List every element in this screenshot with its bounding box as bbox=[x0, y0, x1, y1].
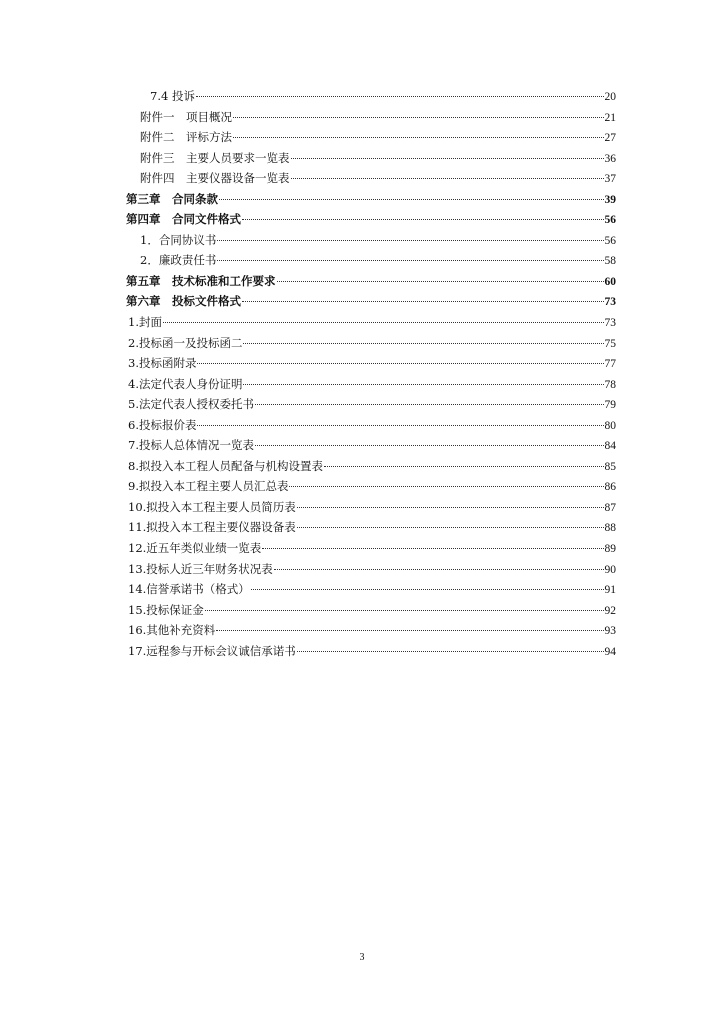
toc-entry-page: 60 bbox=[604, 275, 616, 288]
toc-entry-title: 12.近五年类似业绩一览表 bbox=[128, 541, 262, 556]
table-of-contents bbox=[126, 86, 616, 661]
toc-entry bbox=[126, 250, 616, 271]
toc-entry bbox=[126, 230, 616, 251]
toc-entry bbox=[126, 415, 616, 436]
toc-entry bbox=[126, 107, 616, 128]
toc-entry-title: 附件四 主要仪器设备一览表 bbox=[140, 171, 290, 186]
toc-entry bbox=[126, 600, 616, 621]
toc-entry-title: 10.拟投入本工程主要人员简历表 bbox=[128, 499, 296, 514]
toc-entry-page: 75 bbox=[604, 337, 616, 350]
toc-dot-leader bbox=[216, 630, 603, 631]
toc-dot-leader bbox=[197, 425, 603, 426]
toc-entry-title: 16.其他补充资料 bbox=[128, 623, 216, 638]
toc-entry bbox=[126, 353, 616, 374]
toc-dot-leader bbox=[297, 507, 604, 508]
toc-entry-page: 56 bbox=[604, 234, 616, 247]
toc-entry-title: 1．合同协议书 bbox=[140, 232, 217, 247]
toc-entry bbox=[126, 517, 616, 538]
toc-entry-title: 2．廉政责任书 bbox=[140, 253, 217, 268]
toc-dot-leader bbox=[217, 240, 603, 241]
toc-entry bbox=[126, 620, 616, 641]
toc-entry-title: 14.信誉承诺书（格式） bbox=[128, 582, 250, 597]
toc-dot-leader bbox=[274, 569, 604, 570]
toc-entry-title: 第六章 投标文件格式 bbox=[126, 294, 241, 309]
toc-entry bbox=[126, 291, 616, 312]
toc-dot-leader bbox=[233, 117, 604, 118]
toc-entry bbox=[126, 476, 616, 497]
toc-dot-leader bbox=[255, 445, 604, 446]
toc-entry bbox=[126, 456, 616, 477]
toc-entry-page: 89 bbox=[604, 543, 616, 556]
toc-entry-page: 21 bbox=[604, 111, 616, 124]
toc-entry bbox=[126, 333, 616, 354]
toc-entry-title: 15.投标保证金 bbox=[128, 602, 204, 617]
toc-entry-title: 第五章 技术标准和工作要求 bbox=[126, 273, 276, 288]
toc-entry bbox=[126, 168, 616, 189]
toc-entry-page: 94 bbox=[604, 645, 616, 658]
toc-entry bbox=[126, 312, 616, 333]
toc-entry-title: 附件一 项目概况 bbox=[140, 109, 232, 124]
toc-entry-title: 17.远程参与开标会议诚信承诺书 bbox=[128, 643, 296, 658]
toc-dot-leader bbox=[291, 158, 604, 159]
toc-entry bbox=[126, 579, 616, 600]
toc-entry bbox=[126, 374, 616, 395]
toc-dot-leader bbox=[242, 301, 604, 302]
toc-entry-page: 37 bbox=[604, 173, 616, 186]
toc-entry-title: 8.拟投入本工程人员配备与机构设置表 bbox=[128, 458, 323, 473]
toc-entry bbox=[126, 209, 616, 230]
toc-entry-title: 7.投标人总体情况一览表 bbox=[128, 438, 254, 453]
toc-entry-page: 77 bbox=[604, 358, 616, 371]
toc-dot-leader bbox=[217, 260, 603, 261]
toc-entry-page: 91 bbox=[604, 584, 616, 597]
toc-entry bbox=[126, 497, 616, 518]
toc-dot-leader bbox=[297, 651, 604, 652]
toc-entry-title: 5.法定代表人授权委托书 bbox=[128, 397, 254, 412]
toc-entry-page: 88 bbox=[604, 522, 616, 535]
toc-entry-title: 1.封面 bbox=[128, 315, 162, 330]
toc-dot-leader bbox=[197, 363, 603, 364]
page-number: 3 bbox=[359, 952, 365, 963]
toc-entry bbox=[126, 271, 616, 292]
toc-entry bbox=[126, 435, 616, 456]
toc-dot-leader bbox=[163, 322, 604, 323]
toc-dot-leader bbox=[297, 527, 604, 528]
toc-entry-page: 92 bbox=[604, 604, 616, 617]
toc-entry-title: 6.投标报价表 bbox=[128, 417, 197, 432]
toc-dot-leader bbox=[289, 486, 603, 487]
toc-entry-title: 第四章 合同文件格式 bbox=[126, 212, 241, 227]
toc-dot-leader bbox=[233, 137, 604, 138]
toc-entry-page: 36 bbox=[604, 152, 616, 165]
toc-entry bbox=[126, 148, 616, 169]
toc-entry-page: 87 bbox=[604, 501, 616, 514]
toc-entry-page: 85 bbox=[604, 460, 616, 473]
toc-entry-page: 93 bbox=[604, 625, 616, 638]
toc-entry bbox=[126, 86, 616, 107]
toc-entry-page: 73 bbox=[604, 296, 616, 309]
toc-dot-leader bbox=[242, 219, 604, 220]
toc-entry-page: 86 bbox=[604, 481, 616, 494]
toc-entry-title: 附件三 主要人员要求一览表 bbox=[140, 150, 290, 165]
toc-entry-title: 第三章 合同条款 bbox=[126, 191, 218, 206]
toc-entry-title: 2.投标函一及投标函二 bbox=[128, 335, 243, 350]
toc-dot-leader bbox=[324, 466, 604, 467]
toc-entry bbox=[126, 641, 616, 662]
toc-entry-page: 58 bbox=[604, 255, 616, 268]
toc-entry-title: 13.投标人近三年财务状况表 bbox=[128, 561, 273, 576]
toc-entry-page: 73 bbox=[604, 317, 616, 330]
toc-dot-leader bbox=[243, 384, 603, 385]
toc-entry bbox=[126, 394, 616, 415]
toc-dot-leader bbox=[277, 281, 604, 282]
toc-entry bbox=[126, 189, 616, 210]
toc-dot-leader bbox=[243, 343, 603, 344]
toc-entry-title: 9.拟投入本工程主要人员汇总表 bbox=[128, 479, 289, 494]
toc-entry bbox=[126, 559, 616, 580]
toc-entry-page: 39 bbox=[604, 193, 616, 206]
toc-entry-page: 27 bbox=[604, 132, 616, 145]
toc-entry bbox=[126, 127, 616, 148]
toc-entry-title: 3.投标函附录 bbox=[128, 356, 197, 371]
toc-entry-page: 78 bbox=[604, 378, 616, 391]
toc-dot-leader bbox=[219, 199, 604, 200]
toc-entry-page: 56 bbox=[604, 214, 616, 227]
toc-dot-leader bbox=[291, 178, 604, 179]
toc-dot-leader bbox=[251, 589, 604, 590]
toc-entry-title: 附件二 评标方法 bbox=[140, 130, 232, 145]
toc-entry-title: 7.4 投诉 bbox=[150, 89, 195, 103]
toc-entry-title: 11.拟投入本工程主要仪器设备表 bbox=[128, 520, 296, 535]
toc-entry-page: 90 bbox=[604, 563, 616, 576]
toc-dot-leader bbox=[205, 610, 604, 611]
toc-entry-page: 20 bbox=[604, 91, 616, 103]
toc-entry-page: 79 bbox=[604, 399, 616, 412]
toc-entry-page: 80 bbox=[604, 419, 616, 432]
toc-entry-title: 4.法定代表人身份证明 bbox=[128, 376, 243, 391]
toc-entry bbox=[126, 538, 616, 559]
toc-dot-leader bbox=[255, 404, 604, 405]
toc-entry-page: 84 bbox=[604, 440, 616, 453]
toc-dot-leader bbox=[196, 96, 604, 97]
toc-dot-leader bbox=[262, 548, 603, 549]
